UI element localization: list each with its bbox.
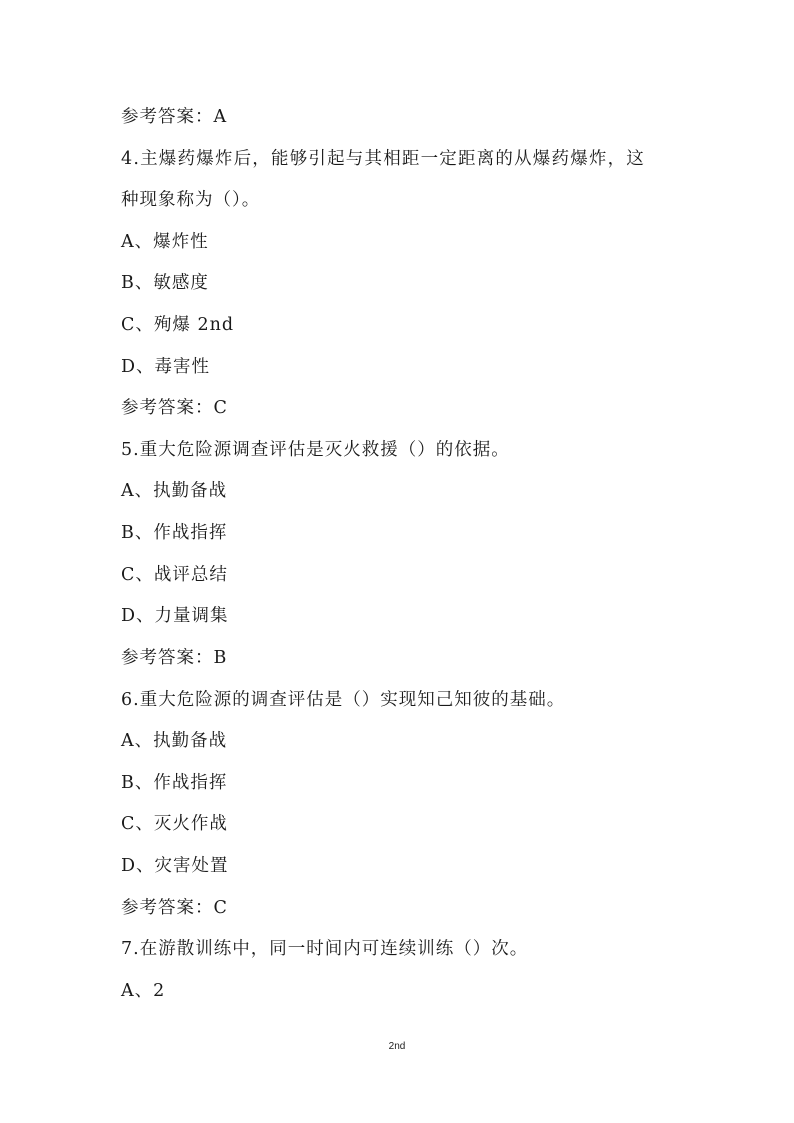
answer-q3: 参考答案：A bbox=[121, 107, 228, 127]
option-q6-b: B、作战指挥 bbox=[121, 773, 228, 793]
page-number: 2nd bbox=[388, 1041, 406, 1052]
option-q5-b: B、作战指挥 bbox=[121, 523, 228, 543]
option-q4-b: B、敏感度 bbox=[121, 273, 209, 293]
question-5: 5.重大危险源调查评估是灭火救援（）的依据。 bbox=[121, 440, 510, 460]
option-q4-c: C、殉爆 2nd bbox=[121, 315, 235, 335]
question-4-line-1: 4.主爆药爆炸后，能够引起与其相距一定距离的从爆药爆炸，这 bbox=[121, 149, 645, 169]
question-4-line-2: 种现象称为（）。 bbox=[121, 190, 261, 210]
option-q4-a: A、爆炸性 bbox=[121, 232, 209, 252]
question-7: 7.在游散训练中，同一时间内可连续训练（）次。 bbox=[121, 939, 529, 959]
option-q5-d: D、力量调集 bbox=[121, 606, 229, 626]
option-q6-a: A、执勤备战 bbox=[121, 731, 228, 751]
option-q4-d: D、毒害性 bbox=[121, 357, 211, 377]
answer-q6: 参考答案：C bbox=[121, 898, 228, 918]
question-6: 6.重大危险源的调查评估是（）实现知己知彼的基础。 bbox=[121, 690, 566, 710]
option-q5-c: C、战评总结 bbox=[121, 565, 228, 585]
answer-q5: 参考答案：B bbox=[121, 648, 228, 668]
option-q6-c: C、灭火作战 bbox=[121, 814, 228, 834]
option-q6-d: D、灾害处置 bbox=[121, 856, 229, 876]
answer-q4: 参考答案：C bbox=[121, 398, 228, 418]
option-q7-a: A、2 bbox=[121, 981, 166, 1001]
option-q5-a: A、执勤备战 bbox=[121, 481, 228, 501]
